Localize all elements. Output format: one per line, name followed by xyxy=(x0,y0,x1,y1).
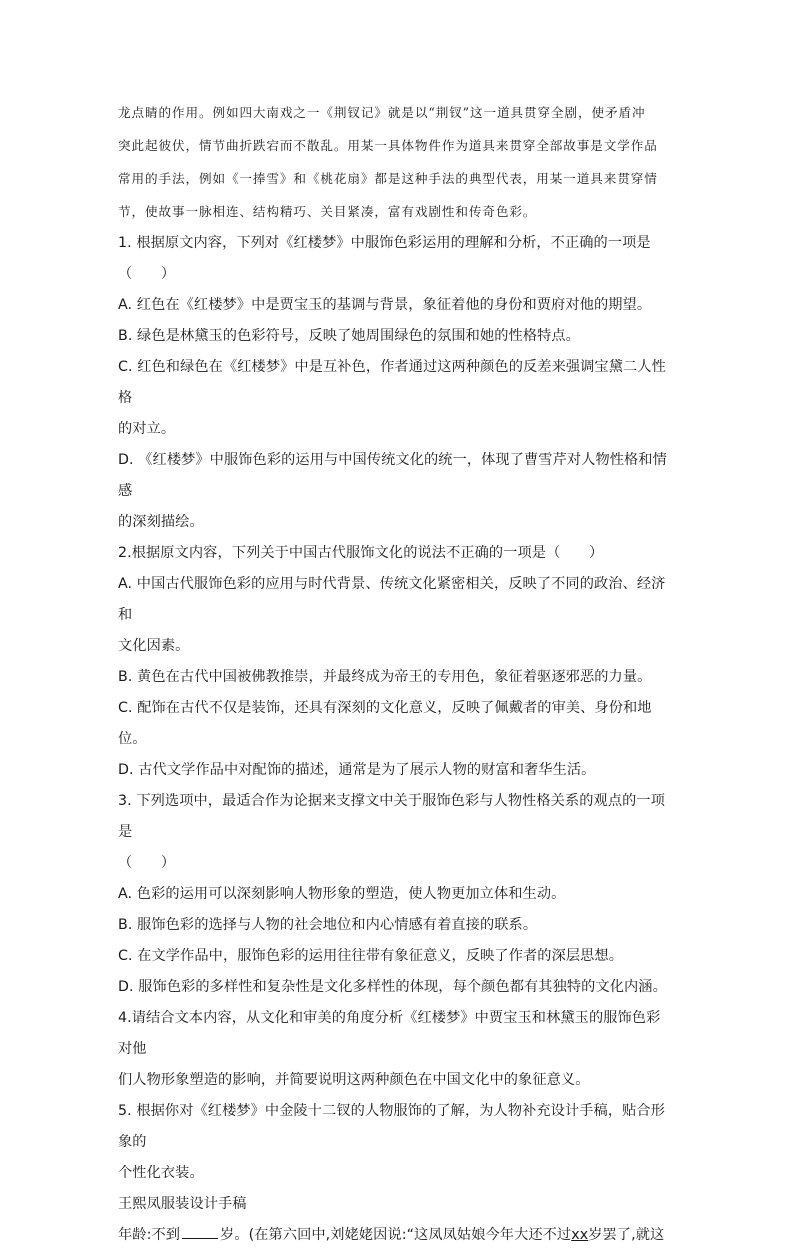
option-d-cont: 的深刻描绘。 xyxy=(118,514,204,530)
option-a: A. 中国古代服饰色彩的应用与时代背景、传统文化紧密相关，反映了不同的政治、经济和 xyxy=(118,576,666,623)
question-3 xyxy=(118,786,674,1003)
question-stem: 4.请结合文本内容，从文化和审美的角度分析《红楼梦》中贾宝玉和林黛玉的服饰色彩对他 xyxy=(118,1010,661,1057)
question-stem: 5. 根据你对《红楼梦》中金陵十二钗的人物服饰的了解，为人物补充设计手稿，贴合形象的 xyxy=(118,1103,665,1150)
age-prefix: 年龄:不到 xyxy=(118,1227,181,1243)
option-a: A. 红色在《红楼梦》中是贾宝玉的基调与背景，象征着他的身份和贾府对他的期望。 xyxy=(118,297,652,313)
intro-line: 突此起彼伏，情节曲折跌宕而不散乱。用某一具体物件作为道具来贯穿全部故事是文学作品 xyxy=(118,138,658,153)
question-stem: 2.根据原文内容，下列关于中国古代服饰文化的说法不正确的一项是（ ） xyxy=(118,545,604,561)
question-2 xyxy=(118,538,674,786)
question-stem: 3. 下列选项中，最适合作为论据来支撑文中关于服饰色彩与人物性格关系的观点的一项是 xyxy=(118,793,665,840)
document-page xyxy=(118,96,674,1251)
question-4 xyxy=(118,1003,674,1096)
question-stem: 1. 根据原文内容，下列对《红楼梦》中服饰色彩运用的理解和分析，不正确的一项是 xyxy=(118,235,651,251)
option-c: C. 配饰在古代不仅是装饰，还具有深刻的文化意义，反映了佩戴者的审美、身份和地位。 xyxy=(118,700,652,747)
question-5 xyxy=(118,1096,674,1189)
age-tail: 岁罢了,就这 xyxy=(588,1227,665,1243)
question-stem-cont: 们人物形象塑造的影响，并简要说明这两种颜色在中国文化中的象征意义。 xyxy=(118,1072,590,1088)
option-b: B. 黄色在古代中国被佛教推崇，并最终成为帝王的专用色，象征着驱逐邪恶的力量。 xyxy=(118,669,652,685)
age-xx: xx xyxy=(571,1227,589,1243)
age-blank[interactable] xyxy=(182,1237,218,1239)
option-b: B. 服饰色彩的选择与人物的社会地位和内心情感有着直接的联系。 xyxy=(118,917,538,933)
answer-paren: （ ） xyxy=(118,266,176,282)
option-c: C. 在文学作品中，服饰色彩的运用往往带有象征意义，反映了作者的深层思想。 xyxy=(118,948,624,964)
question-1 xyxy=(118,228,674,538)
intro-passage xyxy=(118,96,674,228)
question-stem-cont: 个性化衣装。 xyxy=(118,1165,204,1181)
option-a: A. 色彩的运用可以深刻影响人物形象的塑造，使人物更加立体和生动。 xyxy=(118,886,566,902)
intro-line: 龙点睛的作用。例如四大南戏之一《荆钗记》就是以“荆钗”这一道具贯穿全剧，使矛盾冲 xyxy=(118,105,646,120)
answer-paren: （ ） xyxy=(118,855,176,871)
age-suffix: 岁。(在第六回中,刘姥姥因说:“这凤凤姑娘今年大还不过 xyxy=(220,1227,572,1243)
intro-line: 节，使故事一脉相连、结构精巧、关目紧凑，富有戏剧性和传奇色彩。 xyxy=(118,204,537,219)
option-d: D. 《红楼梦》中服饰色彩的运用与中国传统文化的统一，体现了曹雪芹对人物性格和情感 xyxy=(118,452,667,499)
design-title: 王熙凤服装设计手稿 xyxy=(118,1196,247,1212)
option-c: C. 红色和绿色在《红楼梦》中是互补色，作者通过这两种颜色的反差来强调宝黛二人性格 xyxy=(118,359,666,406)
option-d: D. 古代文学作品中对配饰的描述，通常是为了展示人物的财富和奢华生活。 xyxy=(118,762,596,778)
option-a-cont: 文化因素。 xyxy=(118,638,190,654)
option-d: D. 服饰色彩的多样性和复杂性是文化多样性的体现，每个颜色都有其独特的文化内涵。 xyxy=(118,979,667,995)
intro-line: 常用的手法，例如《一捧雪》和《桃花扇》都是这种手法的典型代表，用某一道具来贯穿情 xyxy=(118,171,658,186)
age-line xyxy=(118,1220,674,1251)
option-b: B. 绿色是林黛玉的色彩符号，反映了她周围绿色的氛围和她的性格特点。 xyxy=(118,328,580,344)
option-c-cont: 的对立。 xyxy=(118,421,176,437)
